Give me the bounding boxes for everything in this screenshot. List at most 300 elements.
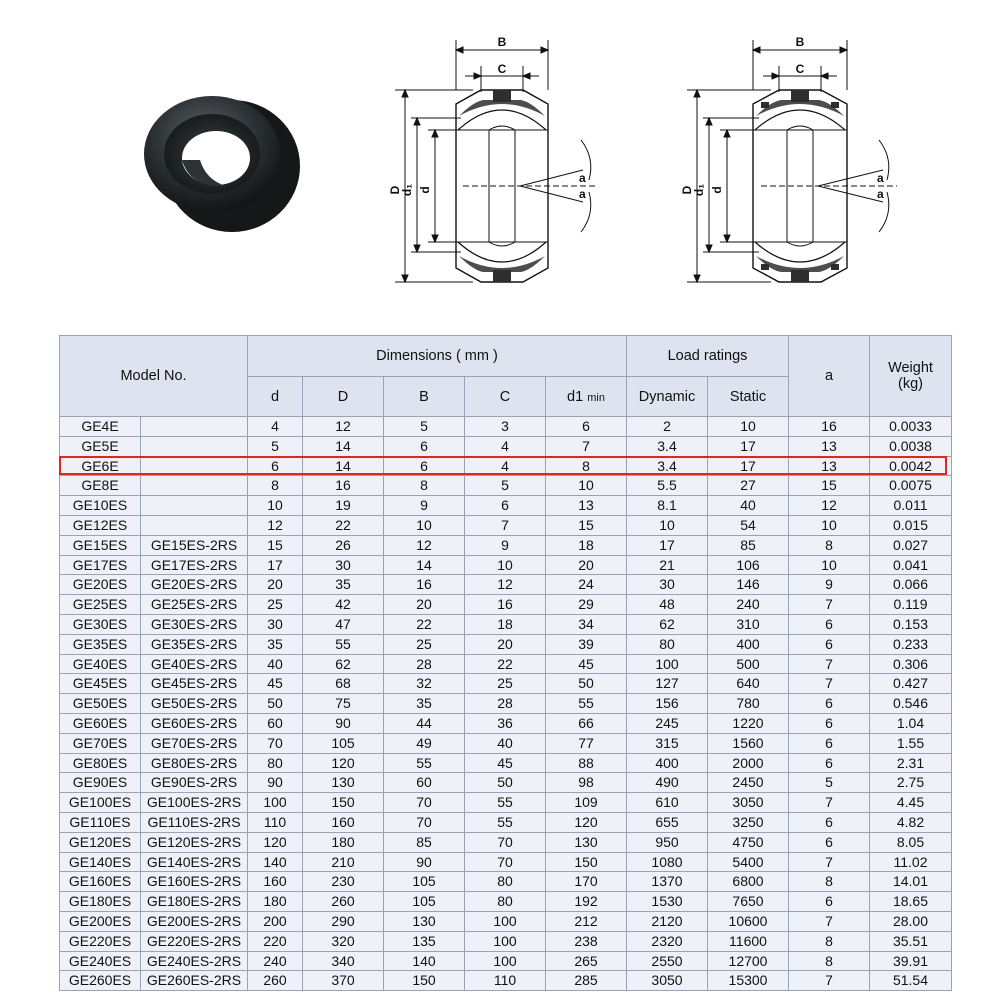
cell-static: 10600 xyxy=(708,911,789,931)
cell-D: 55 xyxy=(303,634,384,654)
cell-weight: 0.041 xyxy=(870,555,952,575)
cell-d: 200 xyxy=(248,911,303,931)
cell-model-sealed: GE260ES-2RS xyxy=(141,971,248,991)
cell-weight: 2.75 xyxy=(870,773,952,793)
cell-a: 6 xyxy=(789,713,870,733)
cell-model: GE8E xyxy=(60,476,141,496)
cell-dynamic: 245 xyxy=(627,713,708,733)
cell-static: 10 xyxy=(708,417,789,437)
cell-C: 100 xyxy=(465,951,546,971)
table-row xyxy=(60,951,952,971)
cell-model-sealed: GE240ES-2RS xyxy=(141,951,248,971)
table-row xyxy=(60,892,952,912)
cell-a: 7 xyxy=(789,971,870,991)
cell-C: 7 xyxy=(465,515,546,535)
cell-C: 4 xyxy=(465,456,546,476)
cell-B: 70 xyxy=(384,793,465,813)
cell-a: 7 xyxy=(789,674,870,694)
cell-d: 15 xyxy=(248,535,303,555)
table-row xyxy=(60,694,952,714)
cell-static: 54 xyxy=(708,515,789,535)
header-static: Static xyxy=(708,377,789,417)
cell-static: 12700 xyxy=(708,951,789,971)
cell-d: 70 xyxy=(248,733,303,753)
cell-d1-min: 50 xyxy=(546,674,627,694)
cell-model: GE20ES xyxy=(60,575,141,595)
table-row xyxy=(60,456,952,476)
cell-d: 35 xyxy=(248,634,303,654)
cell-B: 8 xyxy=(384,476,465,496)
cell-C: 100 xyxy=(465,911,546,931)
cell-dynamic: 315 xyxy=(627,733,708,753)
cell-static: 400 xyxy=(708,634,789,654)
header-dynamic: Dynamic xyxy=(627,377,708,417)
cell-d1-min: 39 xyxy=(546,634,627,654)
cell-model-sealed: GE17ES-2RS xyxy=(141,555,248,575)
cell-weight: 1.55 xyxy=(870,733,952,753)
cell-weight: 28.00 xyxy=(870,911,952,931)
header-d1-sub: min xyxy=(587,391,605,404)
cell-static: 4750 xyxy=(708,832,789,852)
bearing-section-drawing-2 xyxy=(675,30,915,300)
cell-d: 25 xyxy=(248,595,303,615)
cell-d1-min: 45 xyxy=(546,654,627,674)
cell-dynamic: 62 xyxy=(627,614,708,634)
cell-C: 70 xyxy=(465,852,546,872)
cell-d: 17 xyxy=(248,555,303,575)
cell-D: 30 xyxy=(303,555,384,575)
cell-C: 10 xyxy=(465,555,546,575)
cell-a: 7 xyxy=(789,595,870,615)
cell-dynamic: 17 xyxy=(627,535,708,555)
cell-dynamic: 3050 xyxy=(627,971,708,991)
cell-weight: 2.31 xyxy=(870,753,952,773)
cell-d: 160 xyxy=(248,872,303,892)
cell-B: 105 xyxy=(384,872,465,892)
cell-weight: 0.119 xyxy=(870,595,952,615)
label-a-bottom: a xyxy=(579,187,586,201)
cell-model: GE240ES xyxy=(60,951,141,971)
cell-a: 6 xyxy=(789,694,870,714)
cell-a: 6 xyxy=(789,753,870,773)
cell-C: 20 xyxy=(465,634,546,654)
cell-model: GE260ES xyxy=(60,971,141,991)
cell-B: 22 xyxy=(384,614,465,634)
cell-dynamic: 30 xyxy=(627,575,708,595)
cell-static: 1560 xyxy=(708,733,789,753)
bearing-photo xyxy=(130,88,305,238)
cell-a: 8 xyxy=(789,931,870,951)
table-row xyxy=(60,575,952,595)
cell-C: 70 xyxy=(465,832,546,852)
cell-static: 2450 xyxy=(708,773,789,793)
cell-model-sealed: GE35ES-2RS xyxy=(141,634,248,654)
cell-static: 7650 xyxy=(708,892,789,912)
cell-weight: 0.0033 xyxy=(870,417,952,437)
cell-d: 220 xyxy=(248,931,303,951)
table-row xyxy=(60,911,952,931)
table-row xyxy=(60,713,952,733)
cell-model: GE15ES xyxy=(60,535,141,555)
cell-a: 12 xyxy=(789,496,870,516)
cell-B: 49 xyxy=(384,733,465,753)
cell-dynamic: 2550 xyxy=(627,951,708,971)
cell-static: 85 xyxy=(708,535,789,555)
cell-B: 135 xyxy=(384,931,465,951)
cell-dynamic: 950 xyxy=(627,832,708,852)
cell-C: 9 xyxy=(465,535,546,555)
cell-D: 290 xyxy=(303,911,384,931)
cell-d: 60 xyxy=(248,713,303,733)
cell-a: 7 xyxy=(789,911,870,931)
cell-d1-min: 170 xyxy=(546,872,627,892)
cell-d1-min: 88 xyxy=(546,753,627,773)
cell-dynamic: 655 xyxy=(627,812,708,832)
cell-model-sealed: GE200ES-2RS xyxy=(141,911,248,931)
cell-a: 10 xyxy=(789,515,870,535)
cell-d: 100 xyxy=(248,793,303,813)
cell-model: GE30ES xyxy=(60,614,141,634)
cell-B: 130 xyxy=(384,911,465,931)
cell-d: 12 xyxy=(248,515,303,535)
cell-model-sealed: GE140ES-2RS xyxy=(141,852,248,872)
cell-a: 6 xyxy=(789,733,870,753)
cell-B: 35 xyxy=(384,694,465,714)
cell-weight: 0.027 xyxy=(870,535,952,555)
cell-model: GE220ES xyxy=(60,931,141,951)
table-row xyxy=(60,496,952,516)
cell-d1-min: 109 xyxy=(546,793,627,813)
header-weight-unit: (kg) xyxy=(898,376,923,392)
cell-a: 7 xyxy=(789,654,870,674)
cell-model-sealed xyxy=(141,515,248,535)
cell-static: 17 xyxy=(708,456,789,476)
cell-d: 140 xyxy=(248,852,303,872)
cell-a: 6 xyxy=(789,892,870,912)
bearing-section-drawing-1 xyxy=(383,30,623,300)
cell-d: 10 xyxy=(248,496,303,516)
cell-static: 5400 xyxy=(708,852,789,872)
cell-B: 20 xyxy=(384,595,465,615)
cell-model: GE17ES xyxy=(60,555,141,575)
label-d: d xyxy=(418,186,432,194)
cell-C: 55 xyxy=(465,812,546,832)
cell-D: 210 xyxy=(303,852,384,872)
cell-weight: 0.546 xyxy=(870,694,952,714)
cell-D: 75 xyxy=(303,694,384,714)
cell-dynamic: 21 xyxy=(627,555,708,575)
cell-weight: 0.427 xyxy=(870,674,952,694)
cell-static: 6800 xyxy=(708,872,789,892)
cell-model-sealed: GE15ES-2RS xyxy=(141,535,248,555)
cell-dynamic: 2120 xyxy=(627,911,708,931)
cell-weight: 0.011 xyxy=(870,496,952,516)
cell-model: GE40ES xyxy=(60,654,141,674)
header-B: B xyxy=(384,377,465,417)
header-C: C xyxy=(465,377,546,417)
cell-weight: 0.0038 xyxy=(870,436,952,456)
cell-d: 180 xyxy=(248,892,303,912)
cell-model: GE70ES xyxy=(60,733,141,753)
cell-weight: 18.65 xyxy=(870,892,952,912)
cell-B: 16 xyxy=(384,575,465,595)
cell-static: 3050 xyxy=(708,793,789,813)
cell-D: 180 xyxy=(303,832,384,852)
cell-model-sealed: GE25ES-2RS xyxy=(141,595,248,615)
header-a: a xyxy=(789,336,870,417)
label-B: B xyxy=(497,35,507,49)
cell-dynamic: 1370 xyxy=(627,872,708,892)
cell-d1-min: 77 xyxy=(546,733,627,753)
header-D: D xyxy=(303,377,384,417)
cell-static: 500 xyxy=(708,654,789,674)
cell-C: 3 xyxy=(465,417,546,437)
cell-B: 5 xyxy=(384,417,465,437)
cell-d1-min: 29 xyxy=(546,595,627,615)
cell-B: 10 xyxy=(384,515,465,535)
cell-d: 20 xyxy=(248,575,303,595)
cell-static: 17 xyxy=(708,436,789,456)
cell-d: 80 xyxy=(248,753,303,773)
table-row xyxy=(60,476,952,496)
cell-B: 25 xyxy=(384,634,465,654)
cell-D: 16 xyxy=(303,476,384,496)
cell-model: GE120ES xyxy=(60,832,141,852)
cell-dynamic: 3.4 xyxy=(627,456,708,476)
cell-dynamic: 127 xyxy=(627,674,708,694)
table-row xyxy=(60,614,952,634)
cell-B: 6 xyxy=(384,436,465,456)
cell-C: 6 xyxy=(465,496,546,516)
cell-d: 120 xyxy=(248,832,303,852)
cell-a: 6 xyxy=(789,614,870,634)
cell-d: 8 xyxy=(248,476,303,496)
cell-dynamic: 490 xyxy=(627,773,708,793)
cell-model-sealed: GE220ES-2RS xyxy=(141,931,248,951)
cell-C: 18 xyxy=(465,614,546,634)
cell-B: 140 xyxy=(384,951,465,971)
cell-static: 1220 xyxy=(708,713,789,733)
cell-D: 14 xyxy=(303,436,384,456)
label-B: B xyxy=(795,35,805,49)
cell-D: 42 xyxy=(303,595,384,615)
cell-d1-min: 192 xyxy=(546,892,627,912)
cell-dynamic: 610 xyxy=(627,793,708,813)
cell-model: GE50ES xyxy=(60,694,141,714)
cell-d: 90 xyxy=(248,773,303,793)
cell-model-sealed xyxy=(141,436,248,456)
label-C: C xyxy=(497,62,507,76)
cell-d: 45 xyxy=(248,674,303,694)
table-row xyxy=(60,971,952,991)
cell-weight: 4.82 xyxy=(870,812,952,832)
cell-D: 47 xyxy=(303,614,384,634)
cell-a: 8 xyxy=(789,951,870,971)
cell-dynamic: 1080 xyxy=(627,852,708,872)
cell-D: 320 xyxy=(303,931,384,951)
header-dimensions: Dimensions ( mm ) xyxy=(248,336,627,377)
cell-d1-min: 98 xyxy=(546,773,627,793)
cell-model: GE160ES xyxy=(60,872,141,892)
label-C: C xyxy=(795,62,805,76)
cell-model-sealed: GE90ES-2RS xyxy=(141,773,248,793)
cell-static: 146 xyxy=(708,575,789,595)
cell-B: 85 xyxy=(384,832,465,852)
cell-D: 26 xyxy=(303,535,384,555)
table-row xyxy=(60,931,952,951)
cell-model: GE60ES xyxy=(60,713,141,733)
cell-D: 230 xyxy=(303,872,384,892)
cell-model-sealed: GE50ES-2RS xyxy=(141,694,248,714)
cell-dynamic: 400 xyxy=(627,753,708,773)
cell-D: 22 xyxy=(303,515,384,535)
cell-weight: 0.015 xyxy=(870,515,952,535)
cell-d1-min: 13 xyxy=(546,496,627,516)
cell-dynamic: 80 xyxy=(627,634,708,654)
cell-a: 15 xyxy=(789,476,870,496)
cell-model-sealed: GE40ES-2RS xyxy=(141,654,248,674)
cell-model: GE100ES xyxy=(60,793,141,813)
table-row xyxy=(60,674,952,694)
cell-model: GE80ES xyxy=(60,753,141,773)
cell-model-sealed: GE30ES-2RS xyxy=(141,614,248,634)
cell-static: 2000 xyxy=(708,753,789,773)
cell-model-sealed: GE160ES-2RS xyxy=(141,872,248,892)
cell-D: 340 xyxy=(303,951,384,971)
cell-C: 40 xyxy=(465,733,546,753)
cell-static: 15300 xyxy=(708,971,789,991)
cell-C: 4 xyxy=(465,436,546,456)
cell-weight: 14.01 xyxy=(870,872,952,892)
cell-weight: 0.306 xyxy=(870,654,952,674)
table-row xyxy=(60,852,952,872)
header-model: Model No. xyxy=(60,336,248,417)
cell-weight: 11.02 xyxy=(870,852,952,872)
cell-static: 310 xyxy=(708,614,789,634)
label-d: d xyxy=(710,186,724,194)
cell-dynamic: 5.5 xyxy=(627,476,708,496)
cell-C: 45 xyxy=(465,753,546,773)
table-row xyxy=(60,634,952,654)
cell-d1-min: 6 xyxy=(546,417,627,437)
cell-weight: 35.51 xyxy=(870,931,952,951)
cell-d1-min: 18 xyxy=(546,535,627,555)
cell-model-sealed: GE80ES-2RS xyxy=(141,753,248,773)
cell-weight: 0.0042 xyxy=(870,456,952,476)
table-row xyxy=(60,773,952,793)
label-a-bottom: a xyxy=(877,187,884,201)
cell-a: 16 xyxy=(789,417,870,437)
cell-model: GE12ES xyxy=(60,515,141,535)
cell-model-sealed: GE120ES-2RS xyxy=(141,832,248,852)
cell-model-sealed: GE45ES-2RS xyxy=(141,674,248,694)
table-row xyxy=(60,555,952,575)
table-row xyxy=(60,515,952,535)
cell-model-sealed xyxy=(141,456,248,476)
cell-C: 55 xyxy=(465,793,546,813)
table-row xyxy=(60,535,952,555)
cell-model: GE45ES xyxy=(60,674,141,694)
cell-B: 105 xyxy=(384,892,465,912)
cell-C: 100 xyxy=(465,931,546,951)
label-a-top: a xyxy=(877,171,884,185)
cell-d1-min: 15 xyxy=(546,515,627,535)
cell-d1-min: 34 xyxy=(546,614,627,634)
cell-D: 35 xyxy=(303,575,384,595)
cell-d: 30 xyxy=(248,614,303,634)
cell-weight: 0.0075 xyxy=(870,476,952,496)
label-d1: d₁ xyxy=(400,183,414,197)
cell-B: 90 xyxy=(384,852,465,872)
table-row xyxy=(60,654,952,674)
header-load-ratings: Load ratings xyxy=(627,336,789,377)
cell-weight: 1.04 xyxy=(870,713,952,733)
cell-C: 12 xyxy=(465,575,546,595)
table-row xyxy=(60,832,952,852)
header-d1-label: d1 xyxy=(567,388,584,405)
cell-model: GE200ES xyxy=(60,911,141,931)
cell-model: GE6E xyxy=(60,456,141,476)
cell-static: 11600 xyxy=(708,931,789,951)
cell-dynamic: 48 xyxy=(627,595,708,615)
cell-static: 27 xyxy=(708,476,789,496)
cell-weight: 8.05 xyxy=(870,832,952,852)
cell-d: 6 xyxy=(248,456,303,476)
cell-B: 14 xyxy=(384,555,465,575)
label-d1: d₁ xyxy=(692,183,706,197)
cell-a: 5 xyxy=(789,773,870,793)
cell-static: 106 xyxy=(708,555,789,575)
header-d1 xyxy=(546,377,627,417)
cell-B: 32 xyxy=(384,674,465,694)
cell-d: 40 xyxy=(248,654,303,674)
cell-d1-min: 7 xyxy=(546,436,627,456)
cell-dynamic: 10 xyxy=(627,515,708,535)
cell-model: GE90ES xyxy=(60,773,141,793)
header-d: d xyxy=(248,377,303,417)
cell-static: 240 xyxy=(708,595,789,615)
cell-D: 120 xyxy=(303,753,384,773)
cell-C: 50 xyxy=(465,773,546,793)
cell-static: 780 xyxy=(708,694,789,714)
cell-d: 260 xyxy=(248,971,303,991)
cell-dynamic: 2320 xyxy=(627,931,708,951)
cell-static: 40 xyxy=(708,496,789,516)
cell-C: 25 xyxy=(465,674,546,694)
cell-model: GE5E xyxy=(60,436,141,456)
cell-model-sealed: GE110ES-2RS xyxy=(141,812,248,832)
cell-d1-min: 130 xyxy=(546,832,627,852)
cell-model-sealed: GE60ES-2RS xyxy=(141,713,248,733)
cell-model: GE180ES xyxy=(60,892,141,912)
cell-C: 28 xyxy=(465,694,546,714)
cell-dynamic: 1530 xyxy=(627,892,708,912)
cell-d: 240 xyxy=(248,951,303,971)
cell-a: 9 xyxy=(789,575,870,595)
cell-D: 68 xyxy=(303,674,384,694)
cell-B: 12 xyxy=(384,535,465,555)
cell-dynamic: 100 xyxy=(627,654,708,674)
cell-weight: 39.91 xyxy=(870,951,952,971)
cell-model-sealed xyxy=(141,417,248,437)
cell-a: 10 xyxy=(789,555,870,575)
cell-d1-min: 10 xyxy=(546,476,627,496)
cell-dynamic: 2 xyxy=(627,417,708,437)
cell-B: 9 xyxy=(384,496,465,516)
cell-model: GE4E xyxy=(60,417,141,437)
cell-D: 130 xyxy=(303,773,384,793)
cell-C: 36 xyxy=(465,713,546,733)
